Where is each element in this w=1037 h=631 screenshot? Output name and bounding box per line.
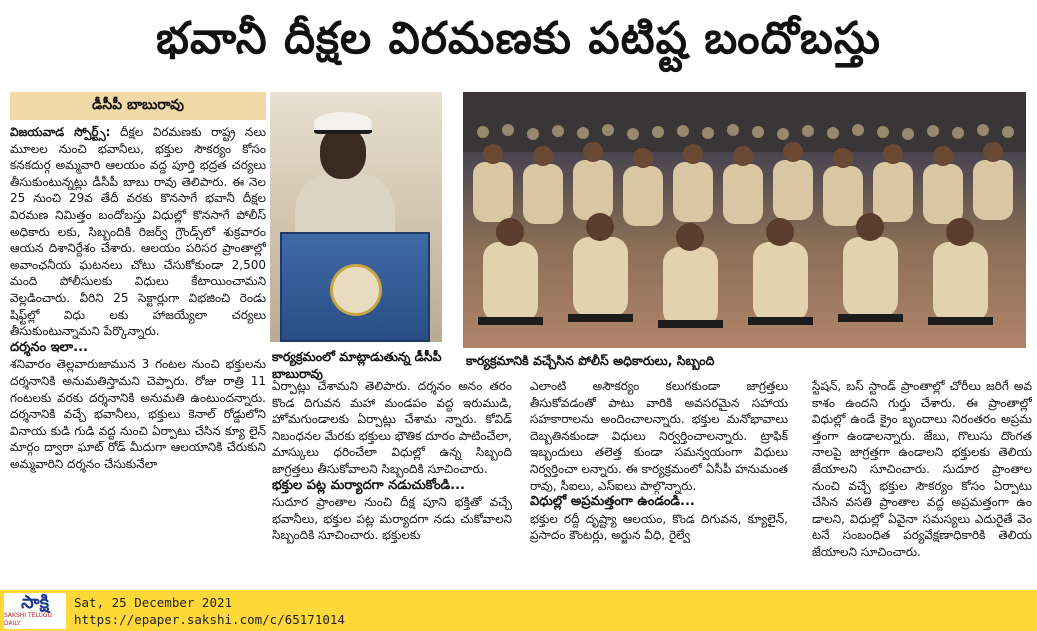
byline: డీసీపీ బాబురావు xyxy=(10,92,266,120)
paragraph: భక్తుల రద్దీ దృష్ట్యా ఆలయం, కొండ దిగువన, క్యూలైన్, ప్రసాదం కౌంటర్లు, అర్జున వీధి, రైల్వే xyxy=(530,511,788,543)
article-column-2 xyxy=(272,378,512,586)
lectern xyxy=(280,232,430,342)
photo1-caption: కార్యక్రమంలో మాట్లాడుతున్న డీసీపీ బాబురావు xyxy=(272,349,442,381)
subheading: విధుల్లో అప్రమత్తంగా ఉండండి... xyxy=(530,494,695,510)
paragraph: ఎలాంటి అసౌకర్యం కలుగకుండా జాగ్రత్తలు తీసుకోవడంతో పాటు వారికి అవసరమైన సహాయ సహకారాలను అందించాలన్నారు. భక్తుల మనోభావాలు దెబ్బతినకుండా విధులు నిర్వర్తించాలన్నారు. ట్రాఫిక్ ఇబ్బందులు తలెత్త కుండా సమన్వయంగా విధులు నిర్వర్తించా లన్నారు. ఈ కార్యక్రమంలో ఏసీపీ హనుమంత రావు, సీఐలు, ఎస్‌ఐలు పాల్గొన్నారు. xyxy=(530,379,788,493)
footer-bar xyxy=(0,590,1037,631)
article-column-3 xyxy=(530,378,788,586)
edition-date: Sat, 25 December 2021 xyxy=(74,594,233,610)
logo-subtext: SAKSHI TELUGU DAILY xyxy=(4,611,52,627)
paragraph: స్టేషన్, బస్ స్టాండ్ ప్రాంతాల్లో చోరీలు జరిగే అవ కాశం ఉందని గుర్తు చేశారు. ఈ ప్రాంతాల్లో విధుల్లో ఉండే క్రైం బృందాలు నిరంతరం అప్రమ త్తంగా ఉండాలన్నారు. జేబు, గొలుసు దొంగత నాలపై జాగ్రత్తగా ఉండాలని భక్తులకు తెలియ జేయాలని సూచించారు. సుదూర ప్రాంతాల నుంచి వచ్చే భక్తుల సౌకర్యం కోసం ఏర్పాటు చేసిన వసతి ప్రాంతాల వద్ద అప్రమత్తంగా ఉం డాలని, విధుల్లో ఏవైనా సమస్యలు ఎదురైతే వెం టనే సంబంధిత పర్యవేక్షణాధికారికి తెలియ జేయాలని సూచించారు. xyxy=(812,379,1032,559)
headline: భవానీ దీక్షల విరమణకు పటిష్ట బందోబస్తు xyxy=(156,13,881,64)
photo-police-gathering xyxy=(463,92,1026,348)
article-column-1 xyxy=(10,124,266,586)
photo2-caption: కార్యక్రమానికి వచ్చేసిన పోలీస్ అధికారులు, సిబ్బంది xyxy=(466,353,715,368)
officer-head xyxy=(320,127,366,179)
paragraph: శనివారం తెల్లవారుజామున 3 గంటల నుంచి భక్తులను దర్శనానికి అనుమతిస్తామని చెప్పారు. రోజు రాత్రి 11 గంటలకు వరకు దర్శనానికి అనుమతి ఉంటుందన్నారు. దర్శనానికి వచ్చే భవానీలు, భక్తులు కెనాల్ రోడ్డులోని వినాయ కుడి గుడి వద్ద నుంచి ఏర్పాటు చేసిన క్యూ లైన్ మార్గం ద్వారా ఘాట్ రోడ్ మీదుగా ఆలయానికి చేరుకుని అమ్మవారిని దర్శనం చేసుకునేలా xyxy=(10,357,266,471)
article-column-4 xyxy=(812,378,1032,586)
logo-text: సాక్షి xyxy=(21,591,49,613)
footer-text xyxy=(74,594,345,628)
paragraph: ఏర్పాట్లు చేశామని తెలిపారు. దర్శనం అనం తరం కొండ దిగువన మహా మండపం వద్ద ఇరుముడి, హోమగుండాలకు ఏర్పాట్లు చేశామ న్నారు. కోవిడ్ నిబంధనల మేరకు భక్తులు భౌతిక దూరం పాటించేలా, మాస్కులు ధరించేలా విధుల్లో ఉన్న సిబ్బంది జాగ్రత్తలు తీసుకోవాలని సిబ్బందికి సూచించారు. xyxy=(272,379,512,476)
police-cap xyxy=(314,112,372,134)
paragraph: సుదూర ప్రాంతాల నుంచి దీక్ష పూని భక్తితో వచ్చే భవానీలు, భక్తుల పట్ల మర్యాదగా నడు చుకోవాలని సిబ్బందికి సూచించారు. భక్తులకు xyxy=(272,495,512,543)
sakshi-logo[interactable] xyxy=(4,593,66,629)
police-emblem-icon xyxy=(330,264,382,316)
subheading: దర్శనం ఇలా... xyxy=(10,339,88,355)
photo-dcp-speaking xyxy=(270,92,442,342)
paragraph: విజయవాడ స్పోర్ట్స్: దీక్షల విరమణకు రాష్ట్ర నలు మూలల నుంచి భవానీలు, భక్తుల సౌకర్యం కోసం కనకదుర్గ అమ్మవారి ఆలయం వద్ద పూర్తి భద్రత చర్యలు తీసుకుంటున్నట్లు డీసీపీ బాబు రావు తెలిపారు. ఈ నెల 25 నుంచి 29వ తేదీ వరకు కొనసాగే భవానీ దీక్షల విరమణ నిమిత్తం బందోబస్తు విధుల్లో కొనసాగే పోలీస్ అధికారు లకు, సిబ్బందికి రిజర్వ్ గ్రౌండ్స్‌లో శుక్రవారం ఆయన దిశానిర్దేశం చేశారు. ఆలయం పరిసర ప్రాంతాల్లో అవాంఛనీయ ఘటనలు చోటు చేసుకోకుండా 2,500 మంది పోలీసులకు విధులు కేటాయించామని వెల్లడించారు. వీరిని 25 సెక్టార్లుగా విభజించి రెండు షిఫ్ట్‌ల్లో విధు లకు హాజయ్యేలా చర్యలు తీసుకుంటున్నామని పేర్కొన్నారు. xyxy=(10,125,266,339)
epaper-link[interactable]: https://epaper.sakshi.com/c/65171014 xyxy=(74,611,345,627)
crowd-illustration xyxy=(463,92,1026,348)
subheading: భక్తుల పట్ల మర్యాదగా నడుచుకోండి... xyxy=(272,477,465,493)
dateline: విజయవాడ స్పోర్ట్స్: xyxy=(10,125,111,139)
